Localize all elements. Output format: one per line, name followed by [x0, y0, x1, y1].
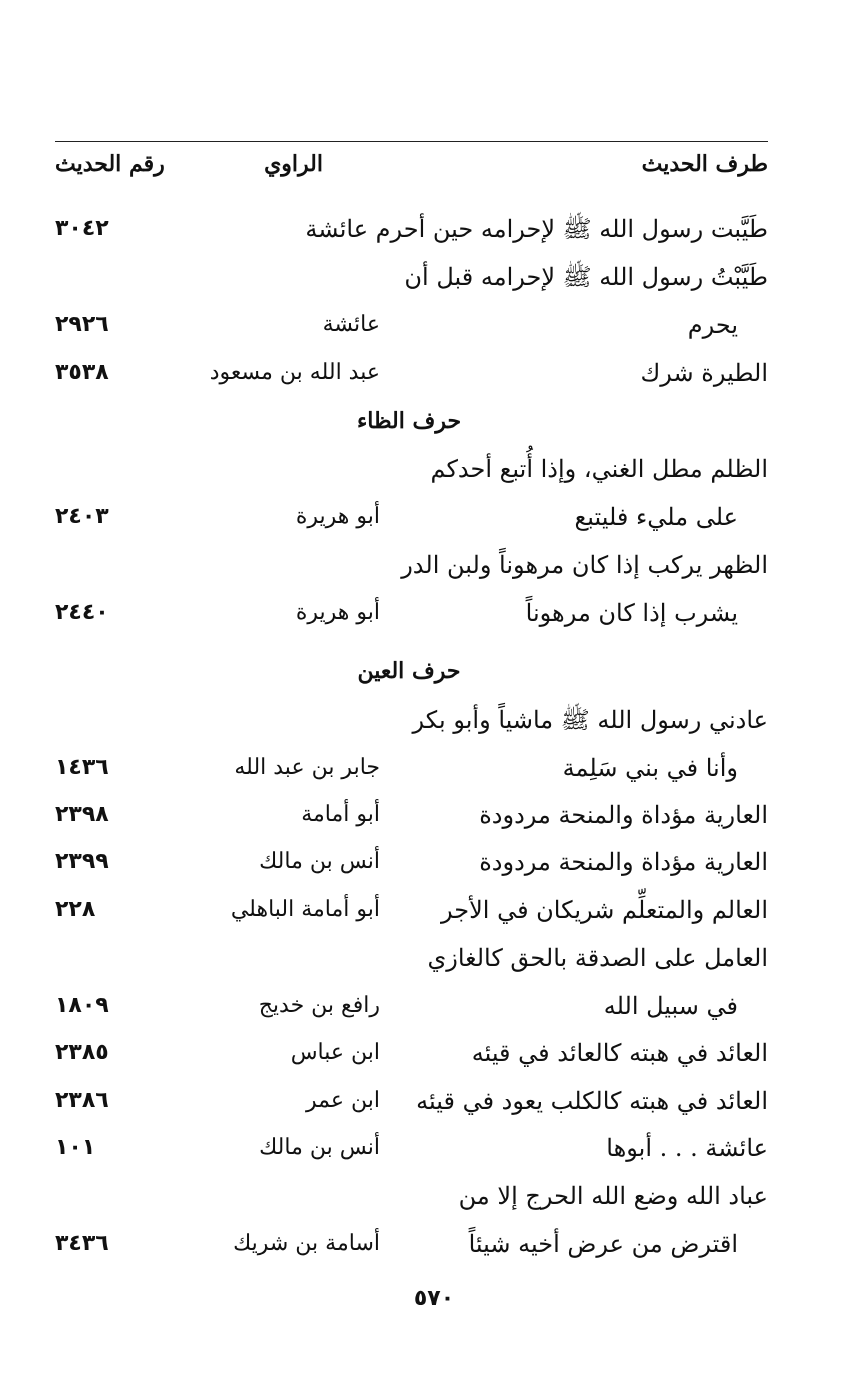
hadith-text: طَيَّبت رسول الله ﷺ لإحرامه حين أحرم عائشة	[305, 215, 768, 243]
hadith-text: الطيرة شرك	[640, 359, 768, 387]
hadith-text: اقترض من عرض أخيه شيئاً	[468, 1230, 738, 1258]
table-row	[0, 936, 868, 980]
hadith-number: ٢٣٨٥	[55, 1040, 109, 1065]
hadith-number: ٣٤٣٦	[55, 1231, 109, 1256]
narrator: عائشة	[322, 312, 380, 337]
hadith-number: ٢٩٢٦	[55, 312, 109, 337]
hadith-text: العارية مؤداة والمنحة مردودة	[479, 801, 768, 829]
table-row	[0, 793, 868, 837]
column-header-hadith-number: رقم الحديث	[55, 151, 165, 177]
table-row	[0, 746, 868, 790]
section-heading	[0, 399, 868, 443]
table-row	[0, 840, 868, 884]
hadith-number: ٢٤٤٠	[55, 600, 109, 625]
section-heading	[0, 649, 868, 693]
table-row	[0, 984, 868, 1028]
table-row	[0, 1222, 868, 1266]
table-row	[0, 207, 868, 251]
hadith-number: ٢٢٨	[55, 897, 96, 922]
narrator: أنس بن مالك	[259, 849, 380, 874]
narrator: رافع بن خديج	[258, 993, 380, 1018]
table-row	[0, 1126, 868, 1170]
hadith-number: ٢٣٩٨	[55, 802, 109, 827]
table-row	[0, 1079, 868, 1123]
hadith-number: ٣٥٣٨	[55, 360, 109, 385]
hadith-text: يحرم	[687, 311, 738, 339]
narrator: عبد الله بن مسعود	[209, 360, 380, 385]
narrator: أسامة بن شريك	[233, 1231, 380, 1256]
narrator: أبو هريرة	[295, 600, 380, 625]
hadith-text: العارية مؤداة والمنحة مردودة	[479, 848, 768, 876]
hadith-text: العائد في هبته كالكلب يعود في قيئه	[416, 1087, 768, 1115]
hadith-text: في سبيل الله	[603, 992, 738, 1020]
hadith-text: الظهر يركب إذا كان مرهوناً ولبن الدر	[401, 551, 768, 579]
narrator: جابر بن عبد الله	[234, 755, 380, 780]
hadith-number: ٢٣٨٦	[55, 1088, 109, 1113]
hadith-number: ٢٤٠٣	[55, 504, 109, 529]
table-row	[0, 1174, 868, 1218]
table-row	[0, 698, 868, 742]
table-row	[0, 351, 868, 395]
hadith-number: ١٤٣٦	[55, 755, 109, 780]
narrator: أبو هريرة	[295, 504, 380, 529]
table-row	[0, 543, 868, 587]
table-row	[0, 495, 868, 539]
hadith-text: عادني رسول الله ﷺ ماشياً وأبو بكر	[412, 706, 768, 734]
hadith-text: طَيَّبْتُ رسول الله ﷺ لإحرامه قبل أن	[404, 263, 768, 291]
table-row	[0, 303, 868, 347]
section-title: حرف الظاء	[356, 408, 462, 434]
hadith-number: ٢٣٩٩	[55, 849, 109, 874]
table-row	[0, 888, 868, 932]
column-header-narrator: الراوي	[264, 151, 323, 177]
hadith-text: العائد في هبته كالعائد في قيئه	[471, 1039, 768, 1067]
narrator: أبو أمامة	[301, 802, 380, 827]
hadith-number: ١٠١	[55, 1135, 96, 1160]
hadith-number: ٣٠٤٢	[55, 216, 109, 241]
narrator: أنس بن مالك	[259, 1135, 380, 1160]
hadith-text: عائشة . . . أبوها	[606, 1134, 768, 1162]
section-title: حرف العين	[357, 658, 461, 684]
table-row	[0, 1031, 868, 1075]
hadith-text: الظلم مطل الغني، وإذا أُتبع أحدكم	[430, 455, 768, 483]
hadith-number: ١٨٠٩	[55, 993, 109, 1018]
column-header-hadith-text: طرف الحديث	[641, 151, 768, 177]
table-row	[0, 255, 868, 299]
page-number: ٥٧٠	[413, 1286, 455, 1311]
table-row	[0, 447, 868, 491]
hadith-text: العامل على الصدقة بالحق كالغازي	[427, 944, 768, 972]
hadith-text: العالم والمتعلِّم شريكان في الأجر	[441, 896, 768, 924]
narrator: أبو أمامة الباهلي	[230, 897, 380, 922]
narrator: ابن عباس	[290, 1040, 380, 1065]
table-header	[0, 142, 868, 186]
hadith-text: عباد الله وضع الله الحرج إلا من	[458, 1182, 768, 1210]
table-row	[0, 591, 868, 635]
hadith-text: وأنا في بني سَلِمة	[562, 754, 738, 782]
hadith-text: على مليء فليتبع	[574, 503, 738, 531]
narrator: ابن عمر	[306, 1088, 380, 1113]
hadith-text: يشرب إذا كان مرهوناً	[525, 599, 738, 627]
